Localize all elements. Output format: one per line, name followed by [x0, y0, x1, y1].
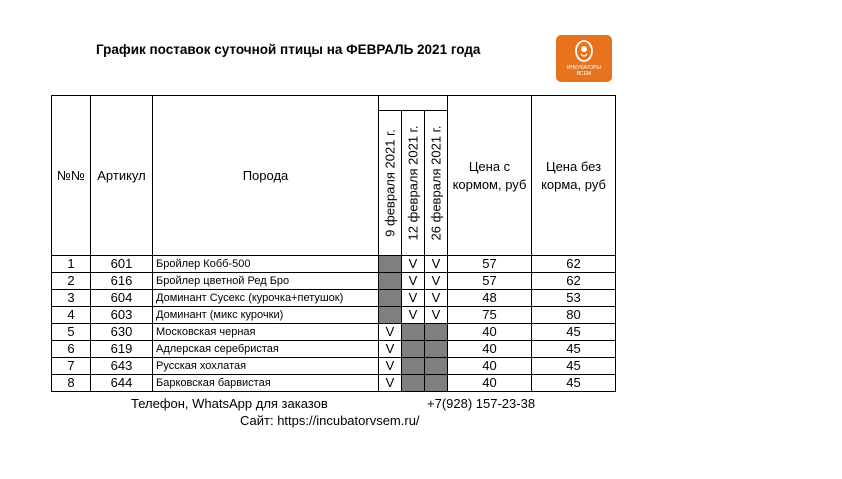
article-cell: 603	[91, 307, 153, 324]
price-feed-cell: 75	[448, 307, 532, 324]
logo-line1: ИНКУБАТОРЫ	[567, 65, 601, 71]
delivery-date-cell: V	[402, 307, 425, 324]
header-price-feed: Цена с кормом, руб	[448, 96, 532, 256]
delivery-date-cell: V	[379, 375, 402, 392]
article-cell: 616	[91, 273, 153, 290]
delivery-date-cell	[402, 358, 425, 375]
phone-number[interactable]: +7(928) 157-23-38	[427, 396, 536, 411]
delivery-date-cell: V	[402, 290, 425, 307]
article-cell: 630	[91, 324, 153, 341]
delivery-date-cell: V	[379, 358, 402, 375]
row-num-cell: 4	[52, 307, 91, 324]
table-row	[52, 256, 616, 273]
price-nofeed-cell: 45	[532, 341, 616, 358]
company-logo	[556, 35, 612, 82]
table-row	[52, 273, 616, 290]
row-num-cell: 8	[52, 375, 91, 392]
delivery-date-cell	[379, 256, 402, 273]
row-num-cell: 1	[52, 256, 91, 273]
schedule-table	[51, 95, 616, 392]
article-cell: 644	[91, 375, 153, 392]
row-num-cell: 2	[52, 273, 91, 290]
price-nofeed-cell: 45	[532, 375, 616, 392]
header-date-2	[402, 111, 425, 256]
article-cell: 601	[91, 256, 153, 273]
price-nofeed-cell: 62	[532, 256, 616, 273]
table-row	[52, 307, 616, 324]
header-article: Артикул	[91, 96, 153, 256]
document-title: График поставок суточной птицы на ФЕВРАЛЬ 2021 года	[96, 42, 481, 57]
price-nofeed-cell: 45	[532, 358, 616, 375]
header-breed: Порода	[153, 96, 379, 256]
delivery-date-cell: V	[425, 273, 448, 290]
header-top-row	[52, 96, 616, 111]
header-date-3	[425, 111, 448, 256]
delivery-date-cell	[379, 307, 402, 324]
breed-cell: Бройлер цветной Ред Бро	[153, 273, 379, 290]
breed-cell: Русская хохлатая	[153, 358, 379, 375]
price-feed-cell: 48	[448, 290, 532, 307]
table-row	[52, 358, 616, 375]
article-cell: 619	[91, 341, 153, 358]
price-nofeed-cell: 80	[532, 307, 616, 324]
delivery-date-cell	[425, 358, 448, 375]
header-date-1-label: 9 февраля 2021 г.	[382, 129, 398, 237]
header-date-2-label: 12 февраля 2021 г.	[405, 125, 421, 241]
delivery-date-cell	[425, 341, 448, 358]
breed-cell: Доминант Сусекс (курочка+петушок)	[153, 290, 379, 307]
delivery-date-cell: V	[379, 341, 402, 358]
price-feed-cell: 40	[448, 324, 532, 341]
table-row	[52, 324, 616, 341]
delivery-date-cell	[402, 341, 425, 358]
delivery-date-cell: V	[402, 256, 425, 273]
table-row	[52, 341, 616, 358]
price-nofeed-cell: 62	[532, 273, 616, 290]
breed-cell: Адлерская серебристая	[153, 341, 379, 358]
header-num: №№	[52, 96, 91, 256]
delivery-date-cell	[379, 290, 402, 307]
delivery-date-cell	[425, 375, 448, 392]
breed-cell: Московская черная	[153, 324, 379, 341]
price-feed-cell: 40	[448, 341, 532, 358]
header-date-3-label: 26 февраля 2021 г.	[428, 125, 444, 241]
delivery-date-cell: V	[425, 256, 448, 273]
delivery-date-cell: V	[379, 324, 402, 341]
delivery-date-cell	[379, 273, 402, 290]
delivery-date-cell	[425, 324, 448, 341]
row-num-cell: 7	[52, 358, 91, 375]
delivery-date-cell	[402, 324, 425, 341]
price-nofeed-cell: 45	[532, 324, 616, 341]
price-feed-cell: 57	[448, 256, 532, 273]
delivery-date-cell: V	[402, 273, 425, 290]
phone-label: Телефон, WhatsApp для заказов	[131, 396, 328, 411]
breed-cell: Бройлер Кобб-500	[153, 256, 379, 273]
header-date-1	[379, 111, 402, 256]
price-feed-cell: 40	[448, 358, 532, 375]
article-cell: 604	[91, 290, 153, 307]
delivery-date-cell: V	[425, 290, 448, 307]
breed-cell: Доминант (микс курочки)	[153, 307, 379, 324]
logo-line2: ВСЕМ	[576, 71, 592, 77]
site-link[interactable]: Сайт: https://incubatorvsem.ru/	[240, 413, 420, 428]
price-feed-cell: 40	[448, 375, 532, 392]
article-cell: 643	[91, 358, 153, 375]
breed-cell: Барковская барвистая	[153, 375, 379, 392]
delivery-date-cell	[402, 375, 425, 392]
table-row	[52, 290, 616, 307]
header-price-nofeed: Цена без корма, руб	[532, 96, 616, 256]
row-num-cell: 6	[52, 341, 91, 358]
header-dates-group	[379, 96, 448, 111]
row-num-cell: 3	[52, 290, 91, 307]
row-num-cell: 5	[52, 324, 91, 341]
price-nofeed-cell: 53	[532, 290, 616, 307]
price-feed-cell: 57	[448, 273, 532, 290]
table-row	[52, 375, 616, 392]
delivery-date-cell: V	[425, 307, 448, 324]
